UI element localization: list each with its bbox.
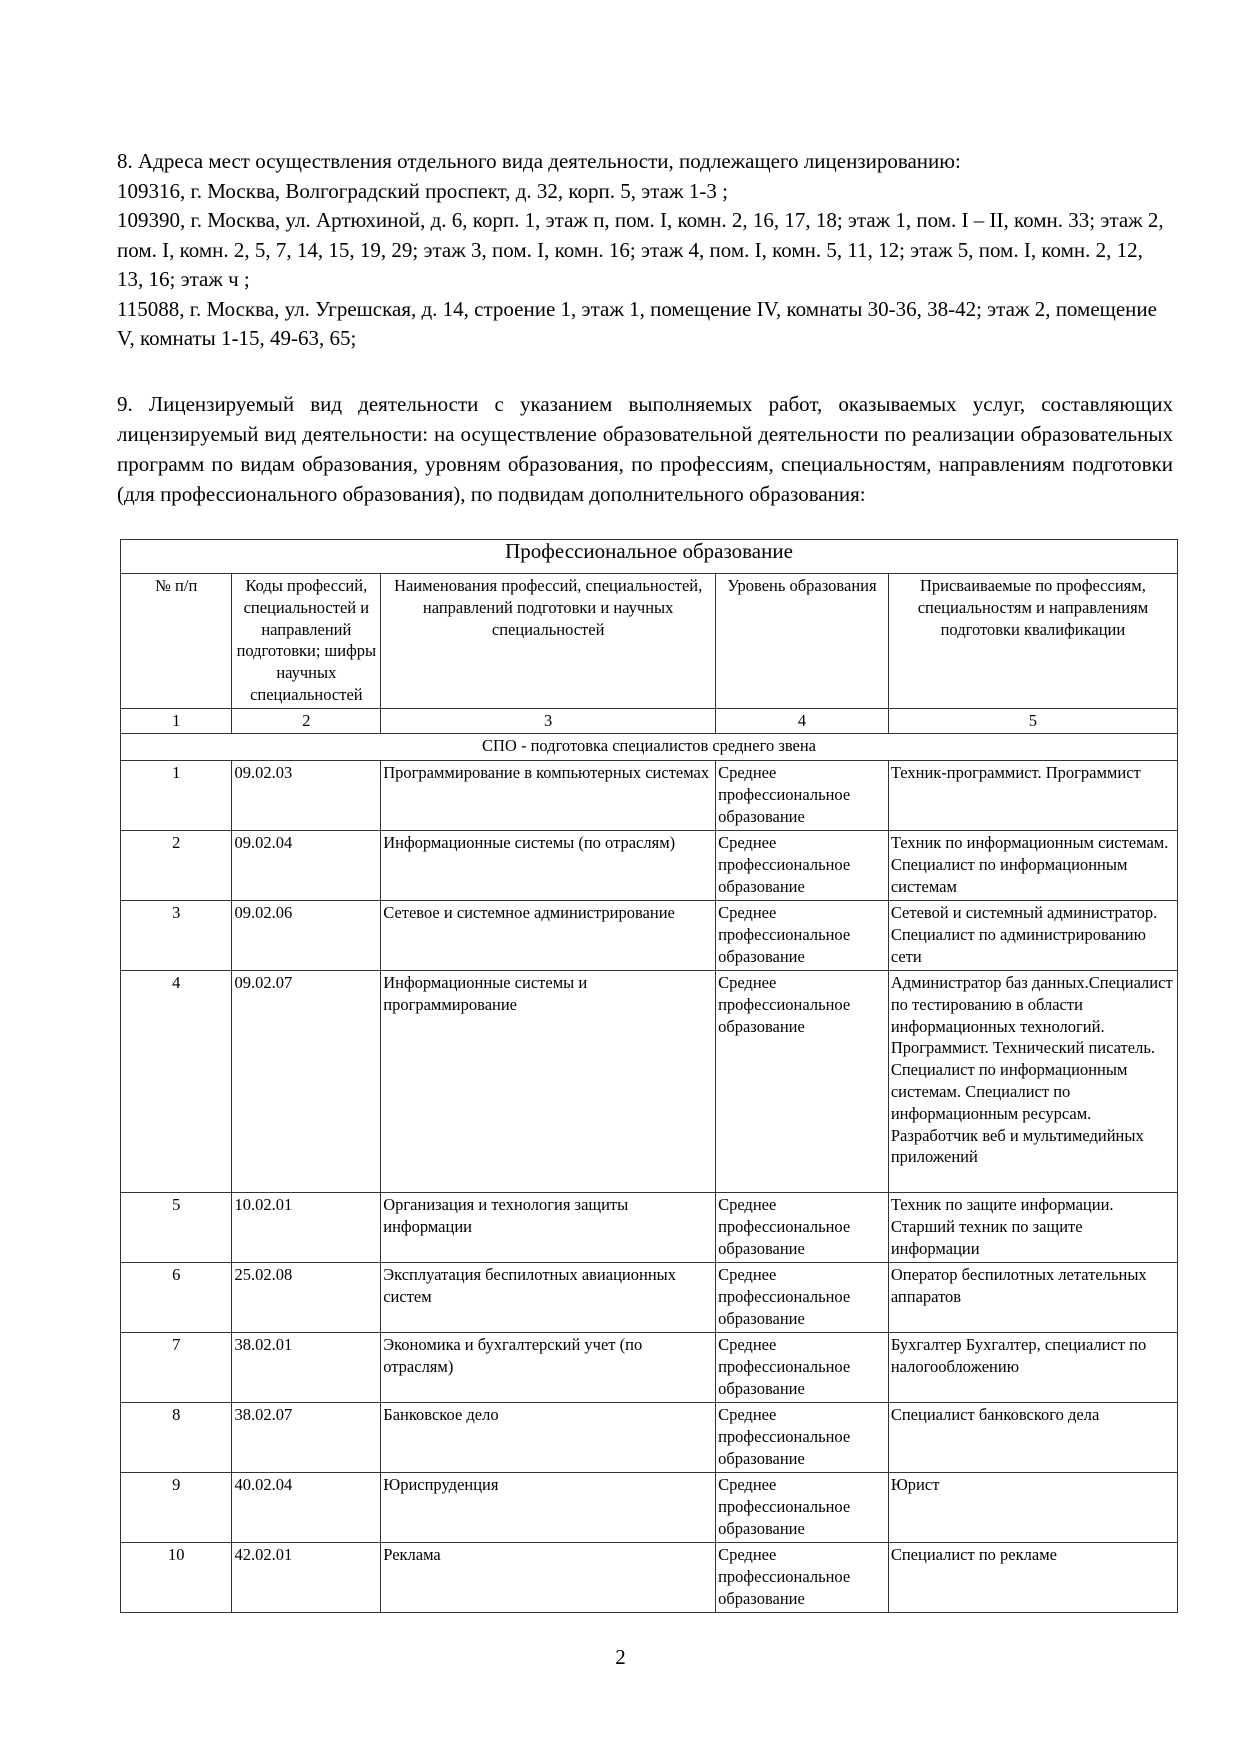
row-number: 6 [121, 1263, 232, 1333]
table-row [121, 1403, 1178, 1473]
address-3: 115088, г. Москва, ул. Угрешская, д. 14, строение 1, этаж 1, помещение IV, комнаты 30-36, 38-42; этаж 2, помещение V, комнаты 1-15, 49-63, 65; [117, 296, 1157, 350]
row-number: 2 [121, 831, 232, 901]
address-1: 109316, г. Москва, Волгоградский проспект, д. 32, корп. 5, этаж 1-3 ; [117, 178, 728, 203]
column-number: 2 [232, 709, 381, 734]
row-name: Информационные системы и программирование [381, 971, 716, 1193]
row-level: Среднее профессиональное образование [716, 971, 889, 1193]
row-number: 5 [121, 1193, 232, 1263]
row-code: 25.02.08 [232, 1263, 381, 1333]
row-code: 38.02.01 [232, 1333, 381, 1403]
row-number: 10 [121, 1543, 232, 1613]
row-qualification: Сетевой и системный администратор. Специалист по администрированию сети [888, 901, 1177, 971]
page-number: 2 [615, 1645, 626, 1669]
header-level: Уровень образования [716, 574, 889, 709]
row-name: Сетевое и системное администрирование [381, 901, 716, 971]
row-number: 9 [121, 1473, 232, 1543]
section-9-licensed-activity [117, 389, 1173, 509]
table-row [121, 1263, 1178, 1333]
row-level: Среднее профессиональное образование [716, 831, 889, 901]
table-row [121, 1543, 1178, 1613]
table-row [121, 831, 1178, 901]
row-code: 10.02.01 [232, 1193, 381, 1263]
row-code: 09.02.07 [232, 971, 381, 1193]
section-8-heading: 8. Адреса мест осуществления отдельного вида деятельности, подлежащего лицензированию: [117, 149, 961, 173]
row-qualification: Специалист банковского дела [888, 1403, 1177, 1473]
row-number: 8 [121, 1403, 232, 1473]
row-name: Организация и технология защиты информации [381, 1193, 716, 1263]
row-qualification: Специалист по рекламе [888, 1543, 1177, 1613]
row-qualification: Юрист [888, 1473, 1177, 1543]
row-name: Эксплуатация беспилотных авиационных систем [381, 1263, 716, 1333]
header-number: № п/п [121, 574, 232, 709]
row-qualification: Администратор баз данных.Специалист по тестированию в области информационных технологий. Программист. Технический писатель. Специалист по информационным системам. Специалист по информационным ресурсам. Разработчик веб и мультимедийных приложений [888, 971, 1177, 1193]
column-number: 4 [716, 709, 889, 734]
row-qualification: Техник-программист. Программист [888, 761, 1177, 831]
row-qualification: Бухгалтер Бухгалтер, специалист по налогообложению [888, 1333, 1177, 1403]
table-title: Профессиональное образование [121, 540, 1178, 574]
column-number: 1 [121, 709, 232, 734]
row-level: Среднее профессиональное образование [716, 1473, 889, 1543]
row-level: Среднее профессиональное образование [716, 1403, 889, 1473]
row-number: 3 [121, 901, 232, 971]
row-number: 1 [121, 761, 232, 831]
row-level: Среднее профессиональное образование [716, 901, 889, 971]
section-title: СПО - подготовка специалистов среднего звена [121, 734, 1178, 761]
row-level: Среднее профессиональное образование [716, 1193, 889, 1263]
column-number: 5 [888, 709, 1177, 734]
section-8-addresses [117, 147, 1173, 354]
row-name: Экономика и бухгалтерский учет (по отраслям) [381, 1333, 716, 1403]
header-qualification: Присваиваемые по профессиям, специальностям и направлениям подготовки квалификации [888, 574, 1177, 709]
section-title-row [121, 734, 1178, 761]
address-2: 109390, г. Москва, ул. Артюхиной, д. 6, корп. 1, этаж п, пом. I, комн. 2, 16, 17, 18; этаж 1, пом. I – II, комн. 33; этаж 2, пом. I, комн. 2, 5, 7, 14, 15, 19, 29; этаж 3, пом. I, комн. 16; этаж 4, пом. I, комн. 5, 11, 12; этаж 5, пом. I, комн. 2, 12, 13, 16; этаж ч ; [117, 208, 1164, 291]
row-level: Среднее профессиональное образование [716, 761, 889, 831]
table-header-row [121, 574, 1178, 709]
row-code: 09.02.03 [232, 761, 381, 831]
table-row [121, 901, 1178, 971]
row-code: 09.02.04 [232, 831, 381, 901]
row-qualification: Техник по информационным системам. Специалист по информационным системам [888, 831, 1177, 901]
row-qualification: Техник по защите информации. Старший техник по защите информации [888, 1193, 1177, 1263]
row-level: Среднее профессиональное образование [716, 1543, 889, 1613]
row-code: 40.02.04 [232, 1473, 381, 1543]
table-title-row [121, 540, 1178, 574]
row-name: Банковское дело [381, 1403, 716, 1473]
table-row [121, 1193, 1178, 1263]
row-code: 38.02.07 [232, 1403, 381, 1473]
section-9-text: 9. Лицензируемый вид деятельности с указанием выполняемых работ, оказываемых услуг, составляющих лицензируемый вид деятельности: на осуществление образовательной деятельности по реализации образовательных программ по видам образования, уровням образования, по профессиям, специальностям, направлениям подготовки (для профессионального образования), по подвидам дополнительного образования: [117, 392, 1173, 506]
education-programs-table [120, 539, 1178, 1613]
row-level: Среднее профессиональное образование [716, 1333, 889, 1403]
row-number: 7 [121, 1333, 232, 1403]
row-number: 4 [121, 971, 232, 1193]
row-name: Реклама [381, 1543, 716, 1613]
row-level: Среднее профессиональное образование [716, 1263, 889, 1333]
table-row [121, 971, 1178, 1193]
table-row [121, 761, 1178, 831]
column-number: 3 [381, 709, 716, 734]
table-row [121, 1333, 1178, 1403]
header-name: Наименования профессий, специальностей, направлений подготовки и научных специальностей [381, 574, 716, 709]
row-code: 42.02.01 [232, 1543, 381, 1613]
row-name: Юриспруденция [381, 1473, 716, 1543]
row-name: Информационные системы (по отраслям) [381, 831, 716, 901]
column-number-row [121, 709, 1178, 734]
header-code: Коды профессий, специальностей и направлений подготовки; шифры научных специальностей [232, 574, 381, 709]
row-name: Программирование в компьютерных системах [381, 761, 716, 831]
row-code: 09.02.06 [232, 901, 381, 971]
row-qualification: Оператор беспилотных летательных аппаратов [888, 1263, 1177, 1333]
table-row [121, 1473, 1178, 1543]
